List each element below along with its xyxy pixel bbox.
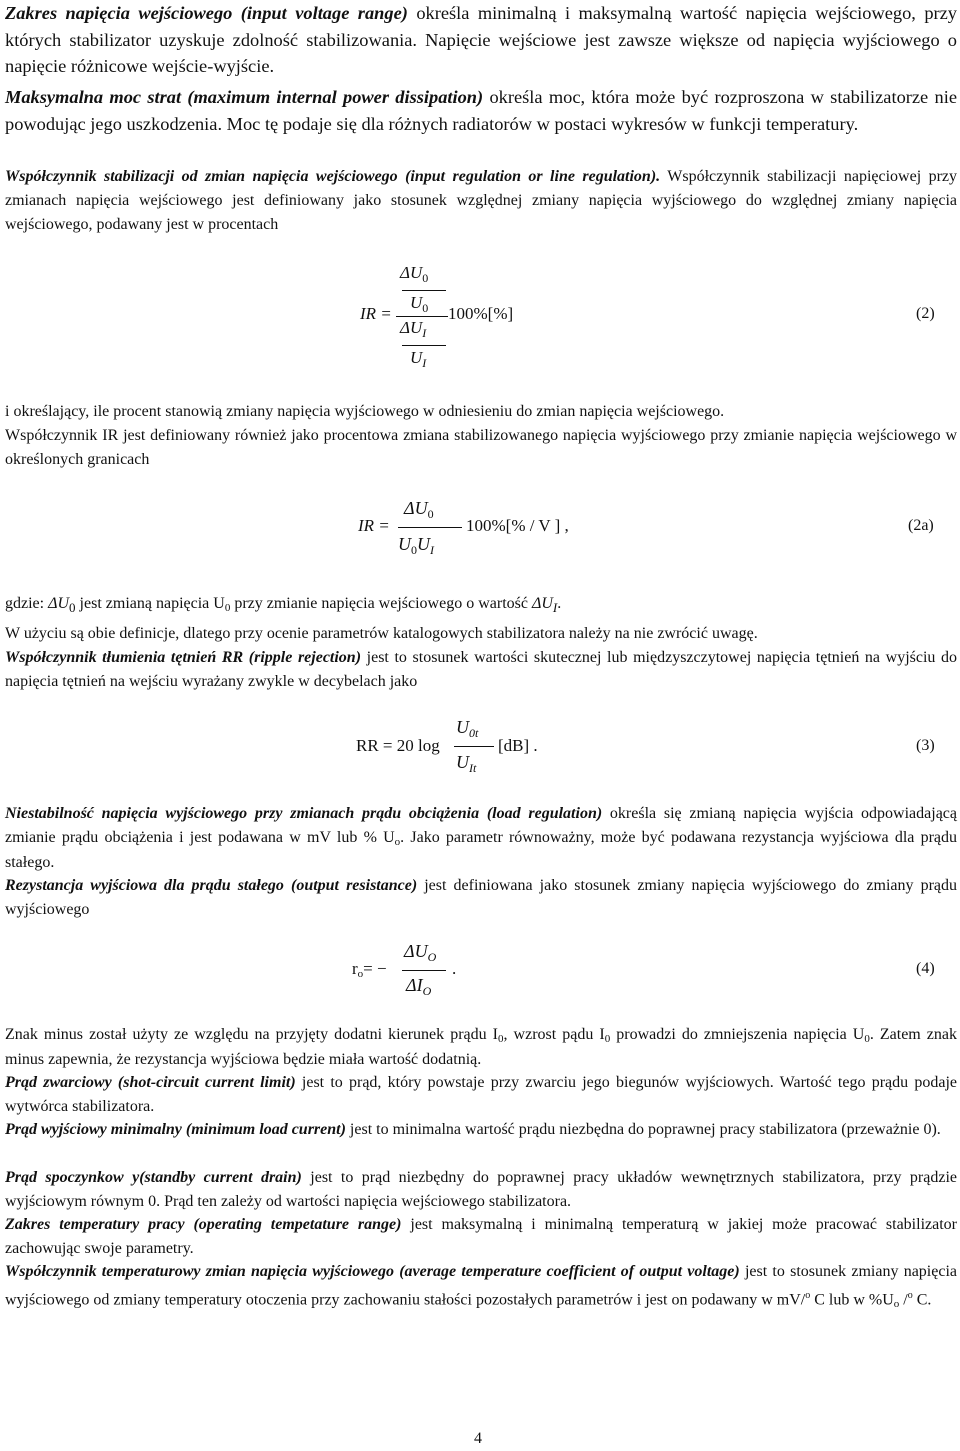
term-ripple-rejection: Współczynnik tłumienia tętnień RR (ripple rejection) <box>5 649 362 666</box>
term-input-voltage-range: Zakres napięcia wejściowego (input voltage range) <box>5 3 408 23</box>
eq2-delta-ui: $\Delta U_I$ <box>400 318 427 340</box>
paragraph-definitions-note: W użyciu są obie definicje, dlatego przy ocenie parametrów katalogowych stabilizatora należy na nie zwrócić uwagę. <box>5 625 758 642</box>
eq3-fraction-line <box>454 746 494 747</box>
term-load-regulation: Niestabilność napięcia wyjściowego przy zmianach prądu obciążenia (load regulation) <box>5 805 603 822</box>
paragraph-operating-temperature-range <box>5 1213 957 1261</box>
eq2-delta-u0: $\Delta U_0$ <box>400 263 429 285</box>
term-line-regulation: Współczynnik stabilizacji od zmian napięcia wejściowego (input regulation or line regulation). <box>5 168 661 185</box>
eq2a-lhs: IR = <box>358 516 390 535</box>
paragraph-text: określa się zmianą napięcia wyjścia odpowiadającą zmianie prądu obciążenia i jest podawana w mV lub % U <box>5 805 958 846</box>
eq2-lhs: IR = <box>360 304 392 323</box>
paragraph-text: jest definiowana jako stosunek zmiany napięcia wyjściowego do zmiany prądu wyjściowego <box>5 877 957 918</box>
paragraph-minimum-load-current <box>5 1118 957 1142</box>
paragraph-input-voltage-range <box>5 0 957 80</box>
term-output-resistance: Rezystancja wyjściowa dla prądu stałego (output resistance) <box>5 877 418 894</box>
eq2-inner-fraction-line-bottom <box>402 345 446 346</box>
page-number: 4 <box>474 1430 482 1447</box>
paragraph-line-regulation <box>5 165 957 237</box>
delta-u0-symbol: ΔU <box>48 595 70 612</box>
paragraph-standby-current <box>5 1166 957 1214</box>
paragraph-text: jest to stosunek wartości skutecznej lub międzyszczytowej napięcia tętnień na wyjściu do napięcia tętnień na wejściu wyrażany zwykle w decybelach jako <box>5 649 958 690</box>
eq2-main-fraction-line <box>396 316 448 317</box>
eq4-lhs: ro= − <box>352 959 387 980</box>
paragraph-load-regulation: Niestabilność napięcia wyjściowego przy zmianach prądu obciążenia (load regulation) określa się zmianą napięcia wyjścia odpowiadającą zmianie prądu obciążenia i jest podawana w mV lub % Uo. Jako parametr równoważny, może być podawana rezystancja wyjściowa dla prądu stałego. <box>5 805 958 871</box>
eq4-numerator: $\Delta U_O$ <box>404 941 437 964</box>
eq2a-fraction-line <box>398 527 462 528</box>
term-operating-temperature-range: Zakres temperatury pracy (operating tempetature range) <box>5 1216 402 1233</box>
paragraph-text: jest to prąd, który powstaje przy zwarciu jego biegunów wyjściowych. Wartość tego prądu podaje wytwórca stabilizatora. <box>5 1074 957 1115</box>
paragraph-text: Współczynnik stabilizacji napięciowej przy zmianach napięcia wejściowego jest definiowany jako stosunek względnej zmiany napięcia wyjściowego do względnej zmiany napięcia wejściowego, podawany jest w procentach <box>5 168 957 233</box>
paragraph-text: jest to stosunek zmiany napięcia wyjściowego od zmiany temperatury otoczenia przy zachowaniu stałości pozostałych parametrów i jest on podawany w mV/ <box>5 1263 957 1309</box>
eq2-number: (2) <box>916 305 935 322</box>
paragraph-text: określa minimalną i maksymalną wartość napięcia wejściowego, przy których stabilizator uzyskuje zdolność stabilizowania. Napięcie wejściowe jest zawsze większe od napięcia wyjściowego o napięcie różnicowe wejście-wyjście. <box>5 3 958 76</box>
eq3-unit: [dB] . <box>498 736 538 755</box>
eq3-numerator: $U_{0t}$ <box>456 717 479 740</box>
paragraph-temperature-coefficient: Współczynnik temperaturowy zmian napięcia wyjściowego (average temperature coefficient of output voltage) jest to stosunek zmiany napięcia wyjściowego od zmiany temperatury otoczenia przy zachowaniu stałości pozostałych parametrów i jest on podawany w mV/$^o$ C lub w %Uo /$^o$ C. <box>5 1263 957 1311</box>
eq4-number: (4) <box>916 960 935 977</box>
eq3-lhs: RR = 20 log <box>356 736 440 755</box>
paragraph-where: gdzie: $\Delta U_0$ jest zmianą napięcia U0 przy zmianie napięcia wejściowego o wartość $\Delta U_I$. <box>5 595 562 615</box>
term-max-power-dissipation: Maksymalna moc strat (maximum internal power dissipation) <box>5 87 484 107</box>
eq4-denominator: $\Delta I_O$ <box>406 975 432 998</box>
paragraph-text: jest to prąd niezbędny do poprawnej pracy układów wewnętrznych stabilizatora, przy prądzie wyjściowym równym 0. Prąd ten zależy od wartości napięcia wejściowego stabilizatora. <box>5 1169 957 1210</box>
eq3-denominator: $U_{It}$ <box>456 752 477 775</box>
term-standby-current: Prąd spoczynkow y(standby current drain) <box>5 1169 302 1186</box>
eq2a-numerator: $\Delta U_0$ <box>404 498 434 521</box>
paragraph-ripple-rejection <box>5 646 957 694</box>
eq3-number: (3) <box>916 737 935 754</box>
eq2-factor: 100%[%] <box>448 304 514 323</box>
paragraph-max-power-dissipation <box>5 84 957 137</box>
term-minimum-load-current: Prąd wyjściowy minimalny (minimum load current) <box>5 1121 346 1138</box>
paragraph-ir-alt-definition: Współczynnik IR jest definiowany również jako procentowa zmiana stabilizowanego napięcia wyjściowego przy zmianie napięcia wejściowego w określonych granicach <box>5 427 957 468</box>
eq2a-factor: 100%[% / V ] , <box>466 516 569 535</box>
eq2a-number: (2a) <box>908 517 934 534</box>
eq2a-denominator: $U_0U_I$ <box>398 534 434 557</box>
paragraph-minus-sign: Znak minus został użyty ze względu na przyjęty dodatni kierunek prądu I0, wzrost pądu I0 prowadzi do zmniejszenia napięcia U0. Zatem znak minus zapewnia, że rezystancja wyjściowa będzie miała wartość dodatnią. <box>5 1026 958 1068</box>
paragraph-output-resistance <box>5 874 957 922</box>
delta-ui-symbol: ΔU <box>531 595 553 612</box>
paragraph-text: określa moc, która może być rozproszona w stabilizatorze nie powodując jego uszkodzenia. Moc tę podaje się dla różnych radiatorów w postaci wykresów w funkcji temperatury. <box>5 87 957 134</box>
eq2-inner-fraction-line-top <box>402 290 446 291</box>
paragraph-text: jest maksymalną i minimalną temperaturą w jakiej może pracować stabilizator zachowując swoje parametry. <box>5 1216 957 1257</box>
eq4-fraction-line <box>402 970 446 971</box>
eq2-ui: $U_I$ <box>410 348 427 370</box>
eq4-dot: . <box>452 959 457 978</box>
paragraph-text: jest to minimalna wartość prądu niezbędna do poprawnej pracy stabilizatora (przeważnie 0). <box>345 1121 941 1138</box>
paragraph-short-circuit-current <box>5 1071 957 1119</box>
term-short-circuit-current: Prąd zwarciowy (shot-circuit current limit) <box>5 1074 296 1091</box>
paragraph-ir-meaning: i określający, ile procent stanowią zmiany napięcia wyjściowego w odniesieniu do zmian napięcia wejściowego. <box>5 403 725 420</box>
term-temperature-coefficient: Współczynnik temperaturowy zmian napięcia wyjściowego (average temperature coefficient of output voltage) <box>5 1263 740 1280</box>
eq2-u0: $U_0$ <box>410 293 429 315</box>
